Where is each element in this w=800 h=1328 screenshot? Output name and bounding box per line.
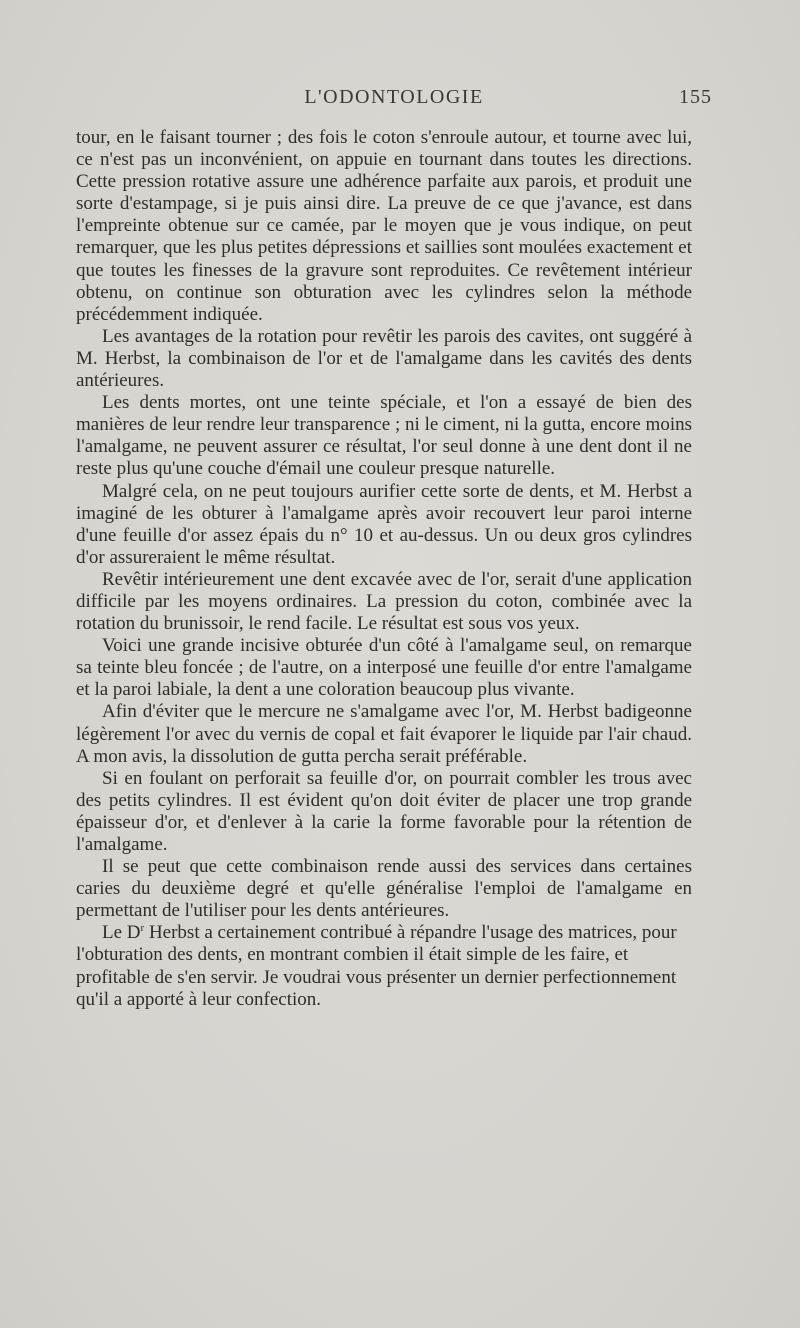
paragraph: Malgré cela, on ne peut toujours aurifier cette sorte de dents, et M. Herbst a imaginé de les obturer à l'amalgame après avoir recouvert leur paroi interne d'une feuille d'or assez épais du n° 10 et au-dessus. Un ou deux gros cylindres d'or assureraient le même résultat. (76, 480, 692, 568)
paragraph: Il se peut que cette combinaison rende aussi des services dans certaines caries du deuxième degré et qu'elle généralise l'emploi de l'amalgame en permettant de l'utiliser pour les dents antérieures. (76, 856, 692, 922)
paragraph: Si en foulant on perforait sa feuille d'or, on pourrait combler les trous avec des petits cylindres. Il est évident qu'on doit éviter de placer une trop grande épaisseur d'or, et d'enlever à la carie la forme favorable pour la rétention de l'amalgame. (76, 767, 692, 855)
final-paragraph-text: Herbst a certainement contribué à répandre l'usage des matrices, pour l'obturation des dents, en montrant combien il était simple de les faire, et profitable de s'en servir. Je voudrai vous présenter un dernier perfectionnement qu'il a apporté à leur confection. (76, 922, 677, 1010)
paragraph: Revêtir intérieurement une dent excavée avec de l'or, serait d'une application difficile par les moyens ordinaires. La pression du coton, combinée avec la rotation du brunissoir, le rend facile. Le résultat est sous vos yeux. (76, 568, 692, 635)
page-number: 155 (679, 86, 712, 108)
paragraph: Voici une grande incisive obturée d'un côté à l'amalgame seul, on remarque sa teinte bleu foncée ; de l'autre, on a interposé une feuille d'or entre l'amalgame et la paroi labiale, la dent a une coloration beaucoup plus vivante. (76, 635, 692, 701)
paragraph-final (76, 922, 692, 1010)
paragraph: Afin d'éviter que le mercure ne s'amalgame avec l'or, M. Herbst badigeonne légèrement l'or avec du vernis de copal et fait évaporer le liquide par l'air chaud. A mon avis, la dissolution de gutta percha serait préférable. (76, 701, 692, 767)
body-text (76, 127, 692, 1011)
doctor-abbreviation-superscript: r (140, 922, 145, 935)
paragraph-continued: tour, en le faisant tourner ; des fois le coton s'enroule autour, et tourne avec lui, ce n'est pas un inconvénient, on appuie en tournant dans toutes les directions. Cette pression rotative assure une adhérence parfaite aux parois, et produit une sorte d'estampage, si je puis ainsi dire. La preuve de ce que j'avance, est dans l'empreinte obtenue sur ce camée, par le moyen que je vous indique, on peut remarquer, que les plus petites dépressions et saillies sont moulées exactement et que toutes les finesses de la gravure sont reproduites. Ce revêtement intérieur obtenu, on continue son obturation avec les cylindres selon la méthode précédemment indiquée. (76, 127, 692, 325)
running-title: L'ODONTOLOGIE (304, 86, 484, 108)
paragraph: Les avantages de la rotation pour revêtir les parois des cavites, ont suggéré à M. Herbst, la combinaison de l'or et de l'amalgame dans les cavités des dents antérieures. (76, 325, 692, 392)
final-paragraph-prefix: Le D (102, 922, 141, 944)
paragraph: Les dents mortes, ont une teinte spéciale, et l'on a essayé de bien des manières de leur rendre leur transparence ; ni le ciment, ni la gutta, encore moins l'amalgame, ne peuvent assurer ce résultat, l'or seul donne à une dent dont il ne reste plus qu'une couche d'émail une couleur presque naturelle. (76, 392, 692, 480)
running-head (76, 86, 712, 116)
